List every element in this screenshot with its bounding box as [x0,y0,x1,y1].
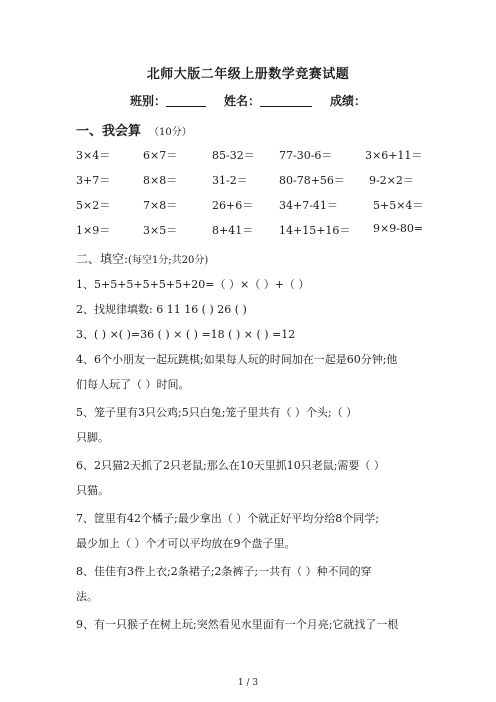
calc-item: 77-30-6＝ [279,149,333,162]
calc-item: 9×9-80= [373,222,424,235]
calc-item: 3×6+11＝ [365,149,423,162]
calc-item: 8×8＝ [143,174,178,187]
question-line: 最少加上（ ）个才可以平均放在9个盘子里。 [76,537,296,550]
question-line: 5、笼子里有3只公鸡;5只白兔;笼子里共有（ ）个头;（ ） [76,406,358,419]
calc-item: 80-78+56＝ [279,174,345,187]
calc-item: 26+6＝ [212,199,254,212]
score-label: 成绩： [330,94,367,108]
question-line: 8、佳佳有3件上衣;2条裙子;2条裤子;一共有（ ）种不同的穿 [76,565,372,578]
question-line: 只猫。 [76,484,109,497]
section1-title: 一、我会算 [76,124,142,139]
page-number: 1 / 3 [237,678,259,688]
calc-item: 3+7＝ [76,174,111,187]
question-line: 6、2只猫2天抓了2只老鼠;那么在10天里抓10只老鼠;需要（ ） [76,459,385,472]
question-line: 7、筐里有42个橘子;最少拿出（ ）个就正好平均分给8个同学; [76,512,379,525]
section1-heading [76,120,192,139]
calc-item: 9-2×2＝ [369,174,414,187]
section2-title: 二、填空: [76,252,129,266]
class-blank [166,94,206,107]
question-line: 只脚。 [76,431,109,444]
calc-item: 85-32＝ [212,149,255,162]
calc-item: 3×4＝ [76,149,111,162]
class-label: 班别： [129,94,166,108]
student-info-line [0,92,496,109]
question-line: 9、有一只猴子在树上玩;突然看见水里面有一个月亮;它就找了一根 [76,618,399,631]
calc-item: 14+15+16＝ [279,224,351,237]
calc-item: 34+7-41＝ [279,199,338,212]
section2-points: (每空1分;共20分) [128,255,209,266]
name-blank [260,94,312,107]
name-label: 姓名： [223,94,260,108]
section1-points: （10分） [149,127,192,138]
calc-item: 31-2＝ [212,174,248,187]
question-line: 们每人玩了（ ）时间。 [76,378,190,391]
question-line: 法。 [76,590,98,603]
calc-item: 8+41＝ [212,224,254,237]
section2-heading [76,250,208,267]
question-line: 3、( ) ×( )=36 ( ) × ( ) =18 ( ) × ( ) =12 [76,328,296,341]
calc-item: 7×8＝ [143,199,178,212]
calc-item: 3×5＝ [143,224,178,237]
question-line: 1、5+5+5+5+5+5+20=（ ）×（ ）+（ ） [76,278,310,291]
calc-item: 5×2＝ [76,199,111,212]
question-line: 2、找规律填数: 6 11 16 ( ) 26 ( ) [76,303,247,316]
calc-item: 5+5×4＝ [373,199,424,212]
question-line: 4、6个小朋友一起玩跳棋;如果每人玩的时间加在一起是60分钟;他 [76,353,398,366]
calc-item: 1×9＝ [76,224,111,237]
page-title: 北师大版二年级上册数学竞赛试题 [146,67,350,82]
calc-item: 6×7＝ [143,149,178,162]
